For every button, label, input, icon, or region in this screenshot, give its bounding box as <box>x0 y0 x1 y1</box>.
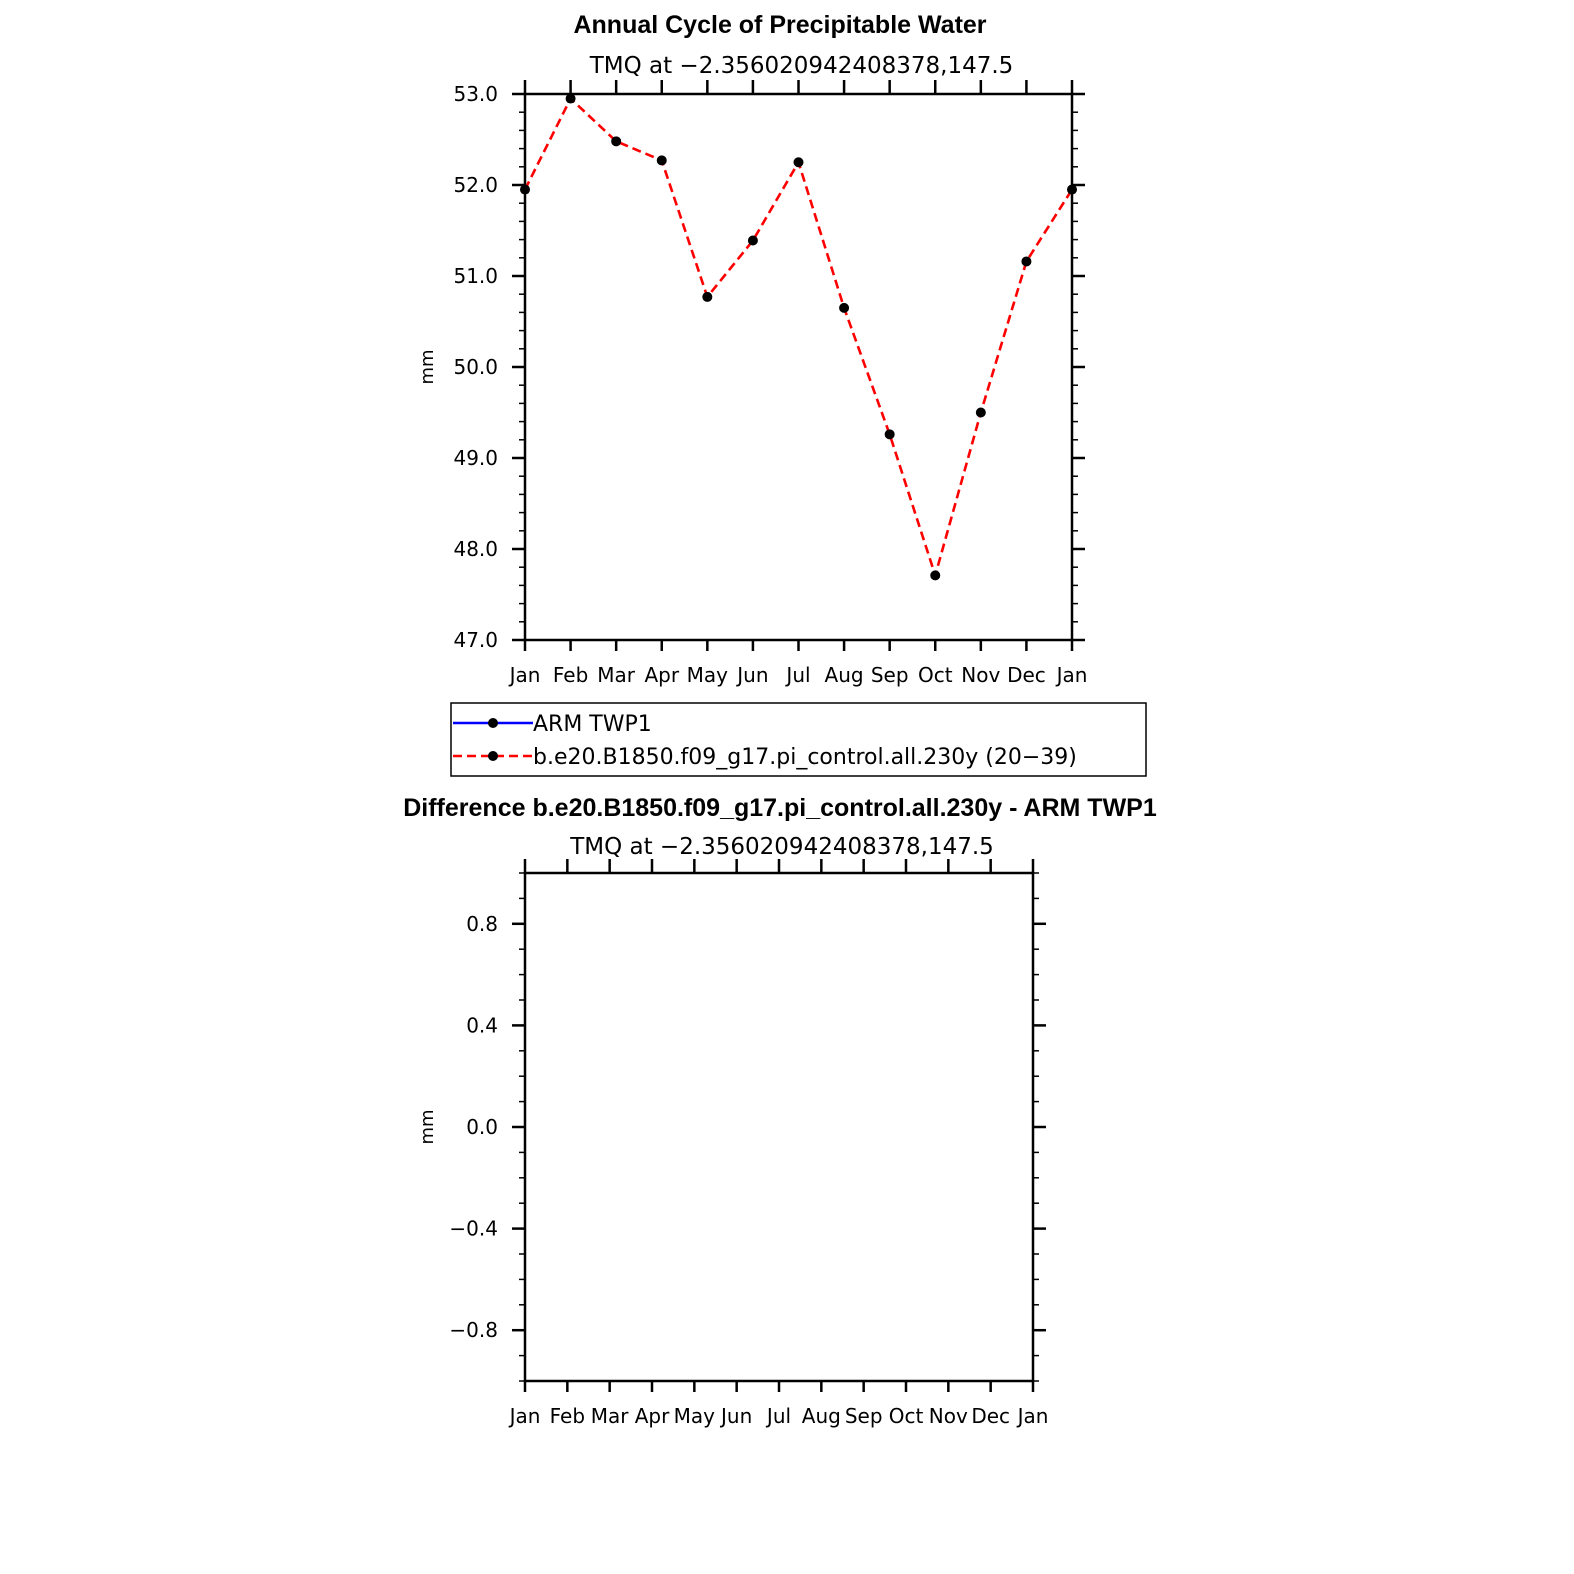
chart-title: Annual Cycle of Precipitable Water <box>573 11 987 39</box>
x-tick-label: Mar <box>590 1404 629 1428</box>
chart-annual-cycle <box>417 11 1087 687</box>
plot-frame <box>525 873 1033 1381</box>
chart-difference <box>403 794 1157 1428</box>
x-tick-label: Jan <box>1056 663 1088 687</box>
y-tick-label: 0.4 <box>466 1013 498 1038</box>
x-tick-label: Jun <box>721 1404 753 1428</box>
chart-title: Difference b.e20.B1850.f09_g17.pi_control.all.230y - ARM TWP1 <box>403 794 1157 822</box>
y-tick-label: 53.0 <box>453 82 498 106</box>
data-point <box>748 236 758 246</box>
x-tick-label: Feb <box>549 1404 586 1428</box>
x-tick-label: Sep <box>870 663 909 687</box>
legend <box>451 703 1146 776</box>
x-tick-label: Dec <box>971 1404 1011 1428</box>
data-point <box>657 155 667 165</box>
y-tick-label: 0.8 <box>466 911 498 936</box>
y-axis-label: mm <box>417 1109 438 1145</box>
x-tick-label: Oct <box>917 663 953 687</box>
plot-frame <box>525 94 1072 640</box>
legend-swatch-marker <box>488 751 498 761</box>
legend-swatch-marker <box>488 718 498 728</box>
x-tick-label: May <box>686 663 729 687</box>
data-point <box>702 292 712 302</box>
x-tick-label: Sep <box>844 1404 883 1428</box>
x-tick-label: Jul <box>786 663 811 687</box>
x-tick-label: Apr <box>644 663 680 687</box>
series-line <box>525 99 1072 576</box>
x-tick-label: Nov <box>928 1404 968 1428</box>
x-tick-label: Jun <box>737 663 769 687</box>
y-tick-label: −0.4 <box>449 1216 498 1241</box>
chart-subtitle: TMQ at −2.356020942408378,147.5 <box>570 834 994 860</box>
data-point <box>885 429 895 439</box>
data-point <box>520 185 530 195</box>
x-tick-label: Feb <box>552 663 589 687</box>
x-tick-label: Jan <box>1017 1404 1049 1428</box>
chart-subtitle: TMQ at −2.356020942408378,147.5 <box>589 53 1014 79</box>
data-point <box>839 303 849 313</box>
x-tick-label: Mar <box>597 663 636 687</box>
data-point <box>794 157 804 167</box>
legend-entry: b.e20.B1850.f09_g17.pi_control.all.230y (20−39) <box>533 745 1077 770</box>
x-tick-label: Aug <box>801 1404 841 1428</box>
data-point <box>1021 256 1031 266</box>
data-point <box>566 94 576 104</box>
x-tick-label: Oct <box>888 1404 924 1428</box>
y-tick-label: 51.0 <box>453 264 498 288</box>
x-tick-label: Jan <box>509 1404 541 1428</box>
x-tick-label: Dec <box>1007 663 1046 687</box>
x-tick-label: Jan <box>509 663 541 687</box>
y-tick-label: 47.0 <box>453 628 498 652</box>
x-tick-label: Jul <box>766 1404 792 1428</box>
x-tick-label: Aug <box>824 663 864 687</box>
x-tick-label: Nov <box>961 663 1001 687</box>
data-point <box>611 136 621 146</box>
y-tick-label: −0.8 <box>449 1318 498 1343</box>
data-point <box>930 570 940 580</box>
y-tick-label: 49.0 <box>453 446 498 470</box>
data-point <box>1067 185 1077 195</box>
legend-entry: ARM TWP1 <box>533 712 652 737</box>
data-point <box>976 408 986 418</box>
x-tick-label: May <box>673 1404 716 1428</box>
y-tick-label: 48.0 <box>453 537 498 561</box>
y-tick-label: 50.0 <box>453 355 498 379</box>
y-tick-label: 52.0 <box>453 173 498 197</box>
y-tick-label: 0.0 <box>466 1115 498 1139</box>
y-axis-label: mm <box>417 349 438 385</box>
x-tick-label: Apr <box>634 1404 670 1428</box>
